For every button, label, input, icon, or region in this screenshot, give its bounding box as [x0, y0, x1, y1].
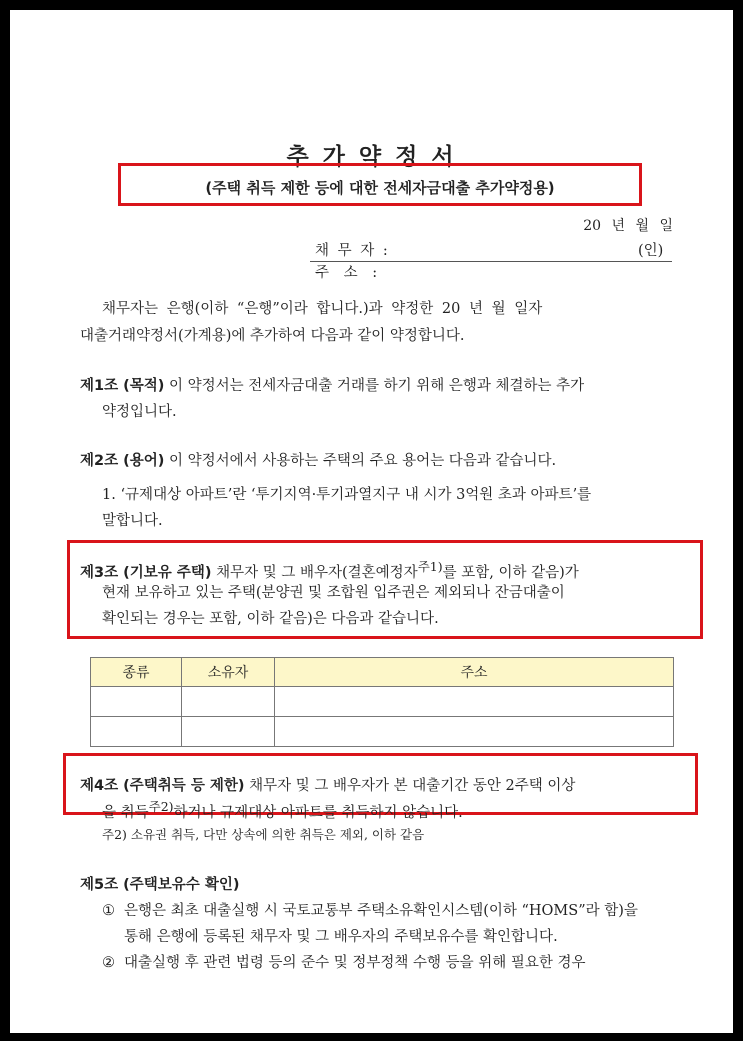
article-4-text: 채무자 및 그 배우자가 본 대출기간 동안 2주택 이상 [244, 778, 576, 794]
item-1-number: ① [102, 903, 115, 919]
article-5-item-1 [102, 898, 638, 924]
article-2 [80, 448, 556, 474]
document-page [10, 10, 733, 1033]
article-5-item-1-cont: 통해 은행에 등록된 채무자 및 그 배우자의 주택보유수를 확인합니다. [124, 929, 558, 945]
table-cell[interactable] [182, 717, 275, 747]
footnote-2: 주2) 소유권 취득, 다만 상속에 의한 취득은 제외, 이하 같음 [102, 827, 425, 842]
article-1-heading: 제1조 (목적) [80, 378, 165, 394]
article-4-text-2b: 하거나 규제대상 아파트를 취득하지 않습니다. [173, 804, 463, 821]
table-cell[interactable] [91, 687, 182, 717]
article-3-text-3: 확인되는 경우는 포함, 이하 같음)은 다음과 같습니다. [102, 611, 439, 627]
intro-line-2: 대출거래약정서(가계용)에 추가하여 다음과 같이 약정합니다. [80, 328, 465, 344]
article-4-heading: 제4조 (주택취득 등 제한) [80, 778, 245, 794]
item-2-number: ② [102, 955, 115, 971]
article-5-heading: 제5조 (주택보유수 확인) [80, 877, 240, 893]
article-3-heading: 제3조 (기보유 주택) [80, 564, 212, 581]
article-3-text: 채무자 및 그 배우자(결혼예정자 [211, 564, 418, 581]
article-2-item-1-cont: 말합니다. [102, 513, 163, 529]
article-1 [80, 373, 584, 399]
table-header-type: 종류 [91, 658, 182, 687]
article-5 [80, 872, 240, 898]
article-3-text-2: 현재 보유하고 있는 주택(분양권 및 조합원 입주권은 제외되나 잔금대출이 [102, 585, 565, 601]
article-2-heading: 제2조 (용어) [80, 453, 165, 469]
address-label: 주 소 : [315, 265, 378, 281]
document-subtitle: (주택 취득 제한 등에 대한 전세자금대출 추가약정용) [205, 179, 555, 197]
article-5-item-1-text: 은행은 최초 대출실행 시 국토교통부 주택소유확인시스템(이하 “HOMS”라 함)을 [124, 903, 638, 919]
article-5-item-2 [102, 950, 586, 976]
intro-line-1: 채무자는 은행(이하 “은행”이라 합니다.)과 약정한 20 년 월 일자 [102, 301, 543, 317]
article-3-text-cont: 를 포함, 이하 같음)가 [442, 564, 579, 581]
table-header-owner: 소유자 [182, 658, 275, 687]
article-5-item-2-text: 대출실행 후 관련 법령 등의 준수 및 정부정책 수행 등을 위해 필요한 경우 [124, 955, 586, 971]
article-1-text-2: 약정입니다. [102, 404, 177, 420]
table-cell[interactable] [275, 687, 674, 717]
article-4-text-2a: 을 취득 [102, 804, 149, 821]
table-header-row [91, 658, 674, 687]
article-2-text: 이 약정서에서 사용하는 주택의 주요 용어는 다음과 같습니다. [164, 453, 557, 469]
table-row [91, 717, 674, 747]
footnote-1-marker: 주1) [417, 559, 443, 574]
table-cell[interactable] [91, 717, 182, 747]
article-2-item-1: 1. ‘규제대상 아파트’란 ‘투기지역·투기과열지구 내 시가 3억원 초과 아파트’를 [102, 487, 592, 503]
article-4-text-2 [102, 794, 463, 821]
table-header-address: 주소 [275, 658, 674, 687]
table-row [91, 687, 674, 717]
seal-mark: (인) [638, 243, 664, 259]
date-line: 20 년 월 일 [583, 218, 673, 234]
document-title: 추 가 약 정 서 [286, 144, 457, 170]
footnote-2-marker: 주2) [148, 799, 174, 814]
table-cell[interactable] [275, 717, 674, 747]
table-cell[interactable] [182, 687, 275, 717]
debtor-label: 채 무 자 : [315, 243, 388, 259]
housing-table [90, 657, 674, 747]
article-1-text: 이 약정서는 전세자금대출 거래를 하기 위해 은행과 체결하는 추가 [164, 378, 585, 394]
